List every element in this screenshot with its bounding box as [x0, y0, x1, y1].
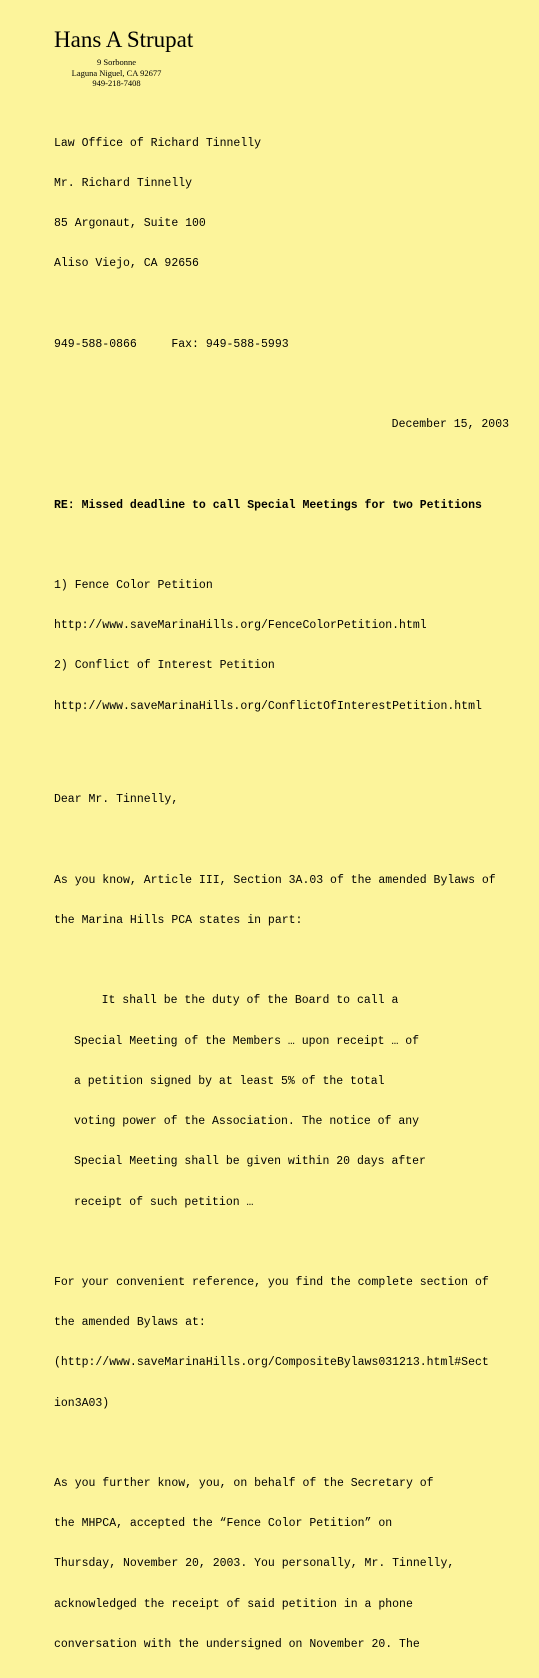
bylaws-link: (http://www.saveMarinaHills.org/CompositeBylaws031213.html#Sect	[54, 1356, 489, 1370]
recipient-phone-fax: 949-588-0866 Fax: 949-588-5993	[54, 337, 289, 351]
quote-line: voting power of the Association. The notice of any	[74, 1115, 420, 1129]
paragraph-line: acknowledged the receipt of said petition in a phone	[54, 1597, 413, 1611]
petition-item: 2) Conflict of Interest Petition	[54, 659, 275, 673]
paragraph-line: As you further know, you, on behalf of the Secretary of	[54, 1476, 434, 1490]
petition-item: 1) Fence Color Petition	[54, 579, 213, 593]
sender-name: Hans A Strupat	[54, 27, 194, 52]
petition-link: http://www.saveMarinaHills.org/FenceColorPetition.html	[54, 619, 427, 633]
sender-city: Laguna Niguel, CA 92677	[71, 67, 162, 78]
sender-address	[54, 57, 179, 89]
paragraph-line: Thursday, November 20, 2003. You personally, Mr. Tinnelly,	[54, 1557, 455, 1571]
bylaws-link: ion3A03)	[54, 1396, 110, 1410]
quote-line: receipt of such petition …	[74, 1195, 254, 1209]
sender-street: 9 Sorbonne	[97, 57, 136, 67]
quote-line: a petition signed by at least 5% of the total	[74, 1074, 385, 1088]
letter-body	[54, 110, 524, 1678]
quote-line: It shall be the duty of the Board to call a	[74, 994, 399, 1008]
recipient-street: 85 Argonaut, Suite 100	[54, 217, 206, 231]
recipient-city: Aliso Viejo, CA 92656	[54, 257, 199, 271]
subject-line: RE: Missed deadline to call Special Meetings for two Petitions	[54, 498, 482, 512]
letterhead	[54, 27, 193, 89]
letter-date: December 15, 2003	[391, 418, 509, 432]
quote-line: Special Meeting shall be given within 20 days after	[74, 1155, 426, 1169]
paragraph-line: As you know, Article III, Section 3A.03 of the amended Bylaws of	[54, 873, 496, 887]
quote-line: Special Meeting of the Members … upon receipt … of	[74, 1034, 420, 1048]
paragraph-line: For your convenient reference, you find the complete section of	[54, 1275, 489, 1289]
recipient-firm: Law Office of Richard Tinnelly	[54, 136, 262, 150]
paragraph-line: the MHPCA, accepted the “Fence Color Petition” on	[54, 1517, 393, 1531]
paragraph-line: the amended Bylaws at:	[54, 1316, 206, 1330]
recipient-name: Mr. Richard Tinnelly	[54, 177, 193, 191]
salutation: Dear Mr. Tinnelly,	[54, 793, 179, 807]
sender-phone: 949-218-7408	[92, 78, 141, 88]
paragraph-line: conversation with the undersigned on November 20. The	[54, 1637, 420, 1651]
paragraph-line: the Marina Hills PCA states in part:	[54, 914, 303, 928]
petition-link: http://www.saveMarinaHills.org/ConflictOfInterestPetition.html	[54, 699, 482, 713]
